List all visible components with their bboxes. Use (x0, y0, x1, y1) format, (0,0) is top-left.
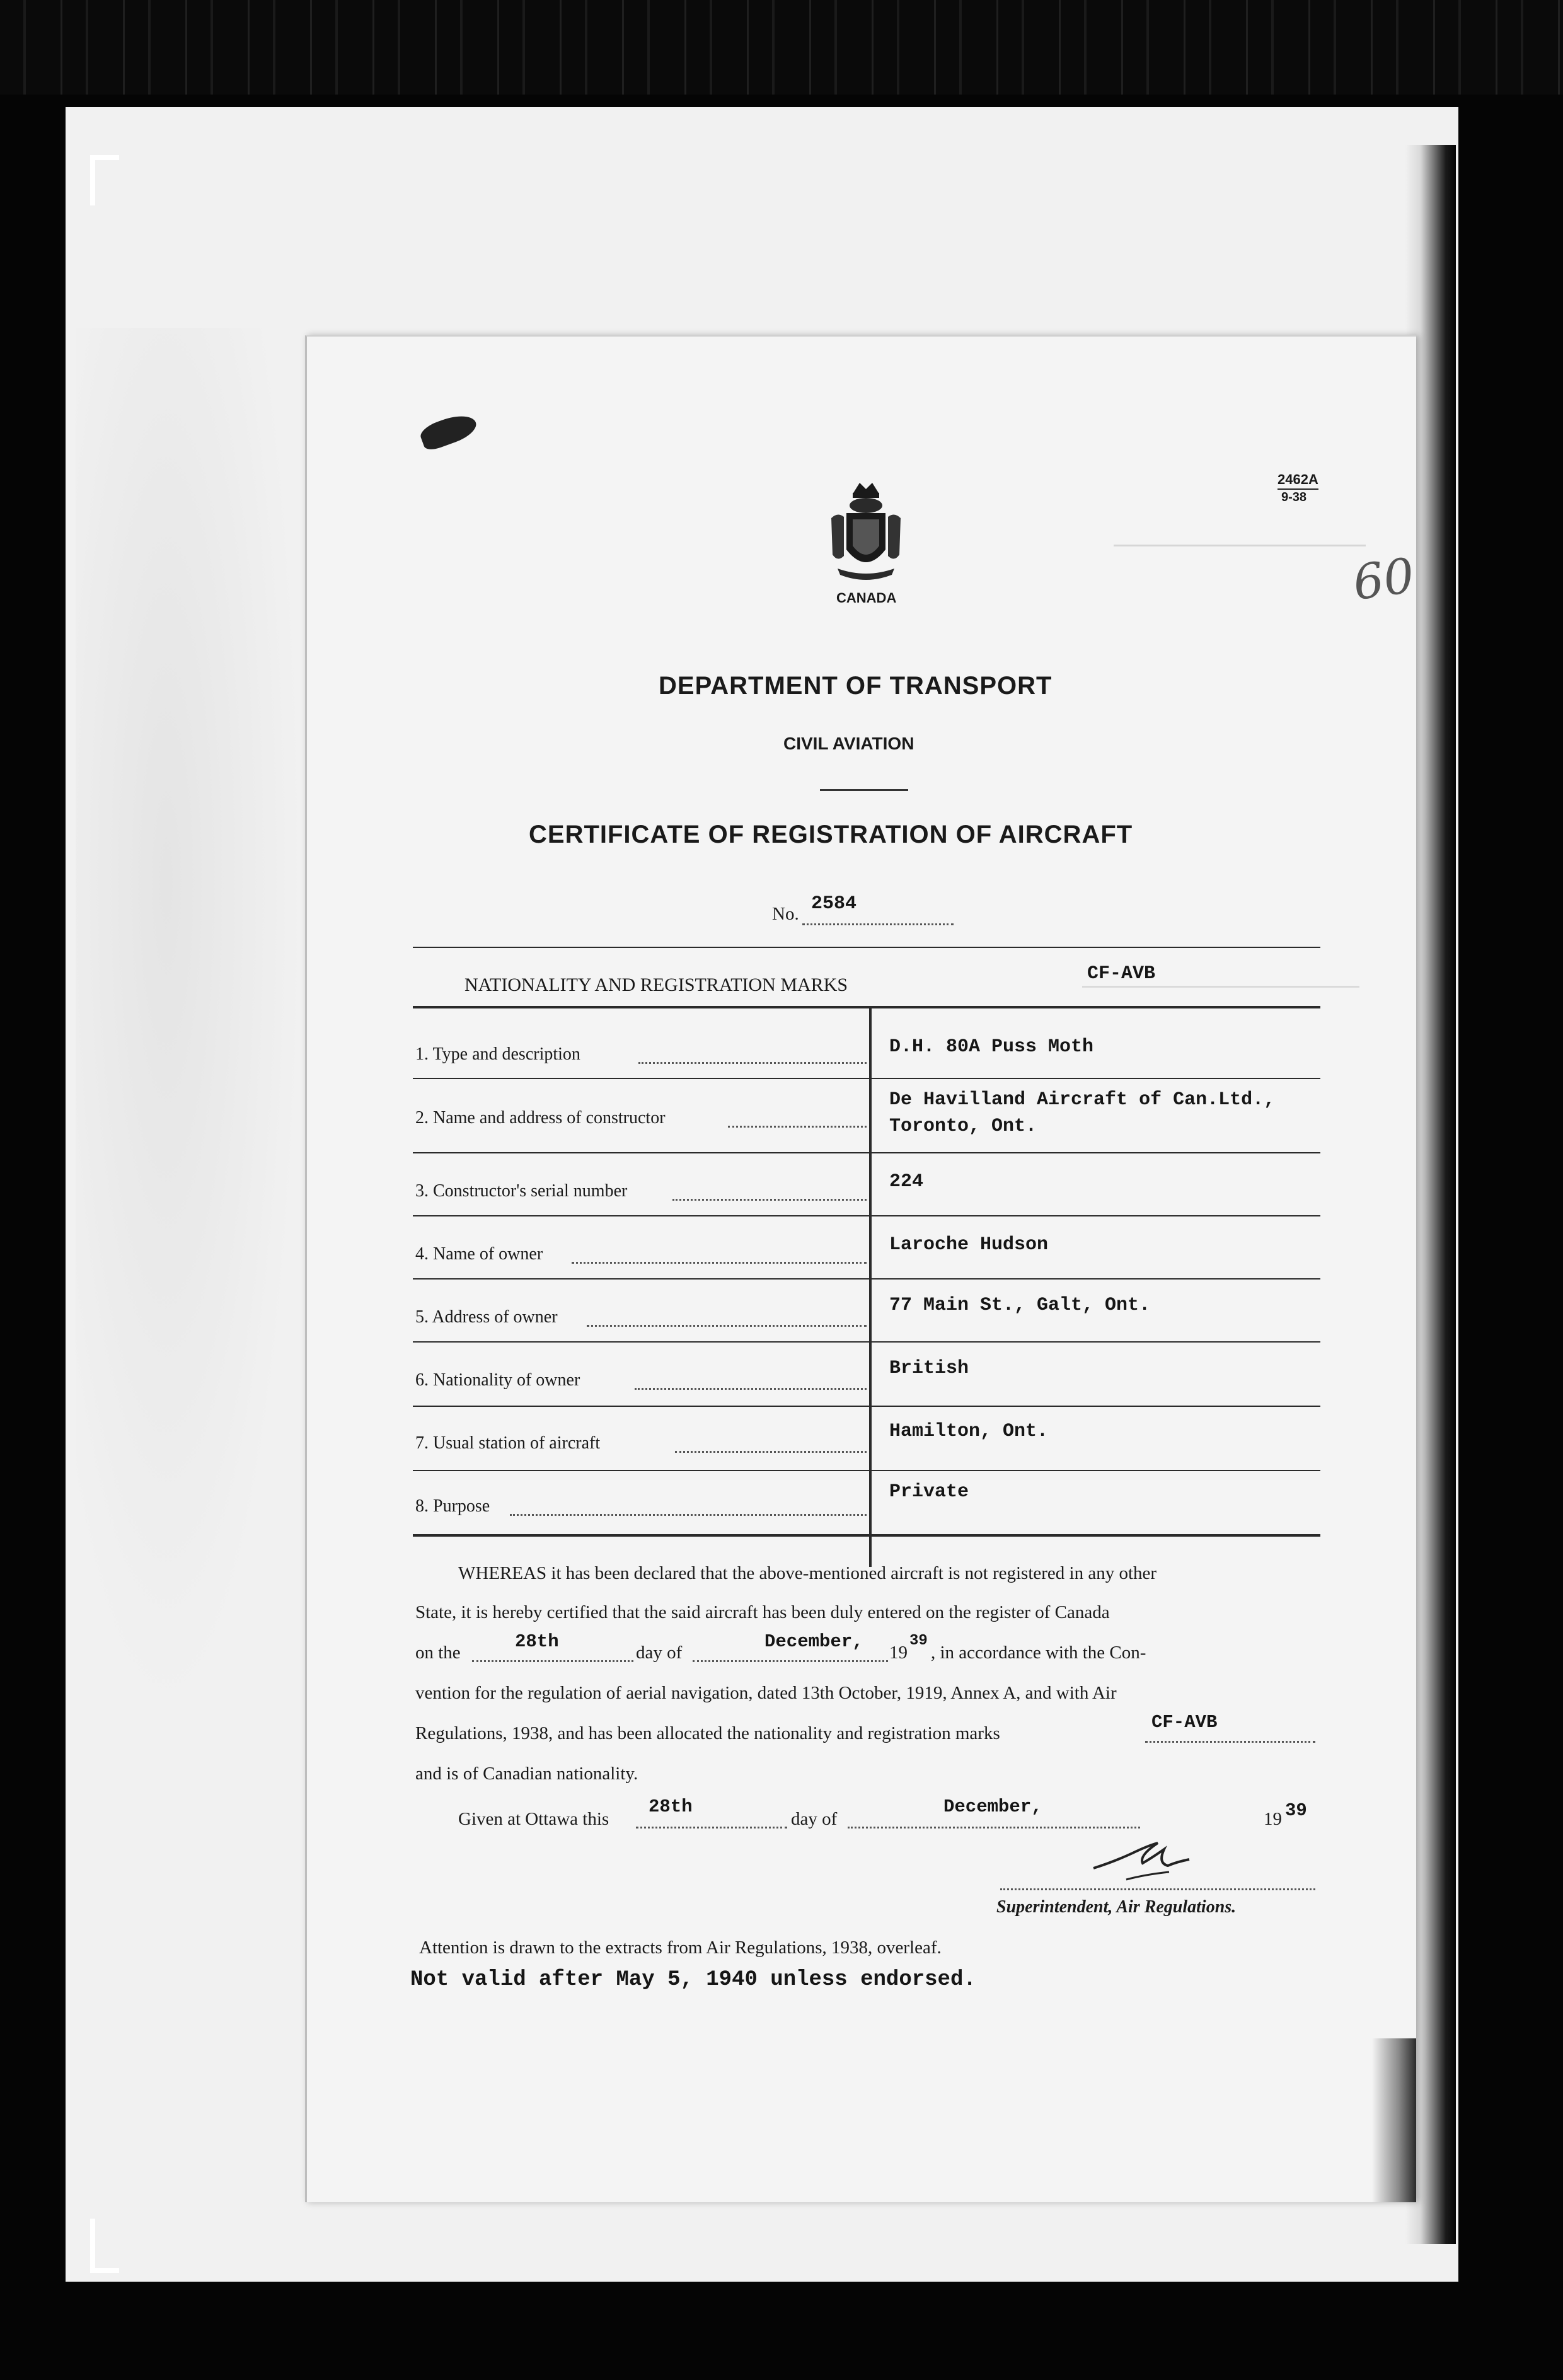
signature-line (1000, 1888, 1315, 1890)
crop-mark-bottom-left (90, 2219, 95, 2273)
field-label: 5. Address of owner (415, 1307, 558, 1327)
dotted-rule (802, 923, 954, 925)
sheet-fold-shadow (1372, 2038, 1416, 2202)
field-label: 6. Nationality of owner (415, 1370, 580, 1390)
header-divider (820, 789, 908, 791)
dotted-rule (635, 1388, 867, 1390)
emblem-label: CANADA (836, 590, 897, 606)
dotted-rule (510, 1514, 867, 1516)
field-label: 7. Usual station of aircraft (415, 1433, 601, 1453)
dotted-rule (1145, 1741, 1315, 1743)
separator-line (413, 947, 1320, 948)
dotted-rule (675, 1451, 867, 1453)
signature-mark (1088, 1830, 1196, 1887)
field-value: Private (889, 1481, 969, 1503)
field-label: 3. Constructor's serial number (415, 1181, 628, 1201)
canada-coat-of-arms-icon (825, 480, 907, 592)
whereas-word: WHEREAS (458, 1563, 547, 1583)
bleed-through-mark (1114, 545, 1366, 546)
ink-blot (418, 410, 480, 453)
form-date-code: 9-38 (1281, 490, 1307, 504)
dotted-rule (638, 1062, 867, 1064)
table-column-divider (869, 1006, 872, 1567)
dotted-rule (848, 1827, 1140, 1828)
body-text: day of (636, 1643, 683, 1663)
row-rule (413, 1152, 1320, 1153)
field-value: British (889, 1358, 969, 1379)
given-year: 39 (1285, 1800, 1307, 1821)
validity-stamp: Not valid after May 5, 1940 unless endorsed. (410, 1968, 976, 1992)
nationality-marks-label: NATIONALITY AND REGISTRATION MARKS (464, 974, 848, 995)
registration-month: December, (764, 1631, 863, 1652)
field-value: De Havilland Aircraft of Can.Ltd., (889, 1089, 1276, 1111)
table-top-rule (413, 1006, 1320, 1008)
given-day-of: day of (791, 1809, 838, 1829)
form-number: 2462A (1278, 471, 1318, 490)
dotted-rule (587, 1325, 867, 1327)
dotted-rule (572, 1262, 867, 1264)
field-value: Hamilton, Ont. (889, 1421, 1049, 1442)
dotted-rule (693, 1660, 888, 1662)
field-value: Laroche Hudson (889, 1234, 1049, 1256)
body-text: it has been declared that the above-mentioned aircraft is not registered in any other (551, 1563, 1157, 1583)
row-rule (413, 1278, 1320, 1280)
body-text: , in accordance with the Con- (931, 1643, 1146, 1663)
handwritten-number: 60 (1349, 546, 1418, 611)
field-label: 8. Purpose (415, 1496, 490, 1516)
body-line: State, it is hereby certified that the said aircraft has been duly entered on the register of Canada (415, 1602, 1110, 1622)
body-line: and is of Canadian nationality. (415, 1764, 638, 1784)
row-rule (413, 1406, 1320, 1407)
given-at-label: Given at Ottawa this (458, 1809, 609, 1829)
body-line (458, 1563, 1156, 1584)
row-rule (413, 1470, 1320, 1471)
film-edge-noise (0, 0, 1563, 95)
dotted-rule (728, 1126, 867, 1128)
field-value: D.H. 80A Puss Moth (889, 1036, 1094, 1058)
department-title: DEPARTMENT OF TRANSPORT (659, 672, 1053, 700)
certificate-sheet (305, 335, 1416, 2202)
row-rule (413, 1078, 1320, 1079)
given-month: December, (943, 1796, 1042, 1817)
field-value-line-2: Toronto, Ont. (889, 1116, 1037, 1137)
given-year-prefix: 19 (1264, 1809, 1282, 1829)
dotted-rule (636, 1827, 787, 1828)
given-day: 28th (649, 1796, 693, 1817)
registration-day: 28th (515, 1631, 559, 1652)
field-label: 1. Type and description (415, 1044, 580, 1064)
attention-note: Attention is drawn to the extracts from Air Regulations, 1938, overleaf. (419, 1938, 942, 1958)
body-line: Regulations, 1938, and has been allocated the nationality and registration marks (415, 1723, 1000, 1743)
dotted-rule (672, 1199, 867, 1201)
field-value: 77 Main St., Galt, Ont. (889, 1295, 1151, 1316)
certificate-number-value: 2584 (811, 893, 857, 915)
registration-year: 39 (909, 1632, 928, 1649)
dotted-rule (472, 1660, 633, 1662)
certificate-number-label: No. (772, 904, 799, 924)
row-rule (413, 1341, 1320, 1343)
paper-stain (76, 328, 303, 1714)
crop-mark-top-left (90, 155, 95, 205)
branch-title: CIVIL AVIATION (783, 734, 914, 753)
field-label: 2. Name and address of constructor (415, 1108, 666, 1128)
row-rule (413, 1215, 1320, 1216)
field-label: 4. Name of owner (415, 1244, 543, 1264)
nationality-marks-value: CF-AVB (1087, 963, 1156, 985)
certificate-title: CERTIFICATE OF REGISTRATION OF AIRCRAFT (529, 821, 1133, 848)
table-bottom-rule (413, 1534, 1320, 1537)
body-line: vention for the regulation of aerial navigation, dated 13th October, 1919, Annex A, and with Air (415, 1683, 1117, 1703)
year-prefix: 19 (889, 1643, 908, 1663)
body-text: on the (415, 1643, 461, 1663)
body-marks-value: CF-AVB (1151, 1712, 1218, 1733)
field-value: 224 (889, 1171, 924, 1193)
bleed-through-mark (1082, 986, 1359, 988)
signature-title: Superintendent, Air Regulations. (996, 1897, 1237, 1917)
